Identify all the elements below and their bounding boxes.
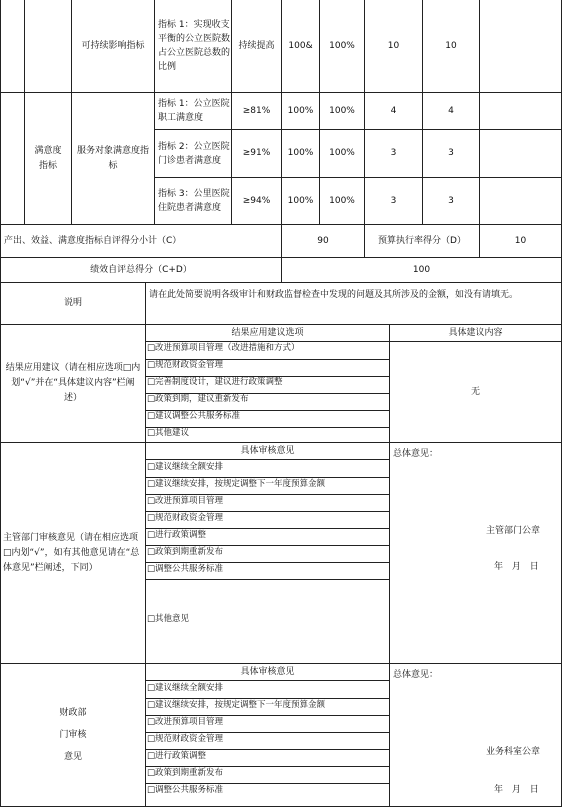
cell-value-c-4: 3 xyxy=(364,177,423,225)
result-use-content[interactable]: 无 xyxy=(389,341,562,443)
cell-remark-1 xyxy=(479,0,562,93)
cell-indicator-3: 指标 2：公立医院门诊患者满意度 xyxy=(154,129,232,178)
supervisor-overall[interactable] xyxy=(389,442,562,664)
cell-value-c-1: 10 xyxy=(364,0,423,93)
cell-remark-2 xyxy=(479,92,562,130)
cell-indicator-2: 指标 1：公立医院职工满意度 xyxy=(154,92,232,130)
result-use-options-header: 结果应用建议选项 xyxy=(145,324,390,342)
cell-target-2: ≥81% xyxy=(231,92,282,130)
cell-value-a-1: 100& xyxy=(281,0,320,93)
cell-target-3: ≥91% xyxy=(231,129,282,178)
fin-option-improve[interactable]: □改进预算项目管理 xyxy=(147,717,224,727)
cell-value-b-2: 100% xyxy=(319,92,365,130)
cell-indicator-1: 指标 1：实现收支平衡的公立医院数占公立医院总数的比例 xyxy=(154,0,232,93)
fin-option-policy[interactable]: □进行政策调整 xyxy=(147,751,207,761)
cell-value-b-1: 100% xyxy=(319,0,365,93)
option-adjust-standard[interactable]: □建议调整公共服务标准 xyxy=(147,411,241,421)
explanation-label: 说明 xyxy=(0,282,146,325)
subtotal-label: 产出、效益、满意度指标自评得分小计（C） xyxy=(0,224,282,258)
cell-level3-service: 服务对象满意度指标 xyxy=(71,92,155,225)
finance-label: 财政部门审核意见 xyxy=(0,663,146,807)
cell-value-d-2: 4 xyxy=(422,92,480,130)
budget-exec-value: 10 xyxy=(479,224,562,258)
fin-option-regulate[interactable]: □规范财政资金管理 xyxy=(147,734,224,744)
supervisor-label: 主管部门审核意见（请在相应选项□内划“√”，如有其他意见请在“总体意见”栏阐述，下同） xyxy=(0,442,146,664)
finance-header: 具体审核意见 xyxy=(145,663,390,681)
option-improve-budget[interactable]: □改进预算项目管理（改进措施和方式） xyxy=(147,343,300,353)
sup-option-regulate[interactable]: □规范财政资金管理 xyxy=(147,513,224,523)
supervisor-overall-label: 总体意见： xyxy=(393,449,439,459)
cell-level3-sustain: 可持续影响指标 xyxy=(71,0,155,93)
explanation-text: 请在此处简要说明各级审计和财政监督检查中发现的问题及其所涉及的金额，如没有请填无。 xyxy=(145,282,562,325)
sup-option-full[interactable]: □建议继续全额安排 xyxy=(147,462,224,472)
finance-overall-label: 总体意见： xyxy=(393,670,439,680)
cell-level2-blank xyxy=(24,0,72,93)
fin-option-renew[interactable]: □政策到期重新发布 xyxy=(147,768,224,778)
sup-option-other[interactable]: □其他意见 xyxy=(147,614,190,624)
fin-option-full[interactable]: □建议继续全额安排 xyxy=(147,683,224,693)
cell-value-a-3: 100% xyxy=(281,129,320,178)
cell-value-d-3: 3 xyxy=(422,129,480,178)
result-use-label: 结果应用建议（请在相应选项□内划“√”并在“具体建议内容”栏阐述） xyxy=(0,324,146,443)
option-other[interactable]: □其他建议 xyxy=(147,428,190,438)
sup-option-standard[interactable]: □调整公共服务标准 xyxy=(147,564,224,574)
cell-level1-blank-2 xyxy=(0,92,25,225)
subtotal-value: 90 xyxy=(281,224,365,258)
cell-target-4: ≥94% xyxy=(231,177,282,225)
option-regulate-funds[interactable]: □规范财政资金管理 xyxy=(147,360,224,370)
total-value: 100 xyxy=(281,257,562,283)
option-improve-system[interactable]: □完善制度设计，建议进行政策调整 xyxy=(147,377,283,387)
sup-option-policy[interactable]: □进行政策调整 xyxy=(147,530,207,540)
cell-remark-4 xyxy=(479,177,562,225)
cell-level2-satisfaction: 满意度指标 xyxy=(24,92,72,225)
cell-target-1: 持续提高 xyxy=(231,0,282,93)
budget-exec-label: 预算执行率得分（D） xyxy=(364,224,480,258)
cell-value-a-2: 100% xyxy=(281,92,320,130)
supervisor-date: 年 月 日 xyxy=(494,562,539,572)
cell-value-a-4: 100% xyxy=(281,177,320,225)
finance-date: 年 月 日 xyxy=(494,785,539,795)
cell-value-d-4: 3 xyxy=(422,177,480,225)
cell-value-c-3: 3 xyxy=(364,129,423,178)
cell-indicator-4: 指标 3：公里医院住院患者满意度 xyxy=(154,177,232,225)
sup-option-adjust[interactable]: □建议继续安排，按规定调整下一年度预算金额 xyxy=(147,479,326,489)
cell-value-d-1: 10 xyxy=(422,0,480,93)
total-label: 绩效自评总得分（C+D） xyxy=(0,257,282,283)
finance-options xyxy=(145,680,390,807)
cell-level1-blank xyxy=(0,0,25,93)
sup-option-renew[interactable]: □政策到期重新发布 xyxy=(147,547,224,557)
finance-overall[interactable] xyxy=(389,663,562,807)
cell-value-b-3: 100% xyxy=(319,129,365,178)
sup-option-improve[interactable]: □改进预算项目管理 xyxy=(147,496,224,506)
fin-option-adjust[interactable]: □建议继续安排，按规定调整下一年度预算金额 xyxy=(147,700,326,710)
cell-value-c-2: 4 xyxy=(364,92,423,130)
option-policy-renew[interactable]: □政策到期，建议重新发布 xyxy=(147,394,249,404)
cell-value-b-4: 100% xyxy=(319,177,365,225)
finance-stamp: 业务科室公章 xyxy=(486,747,541,757)
supervisor-stamp: 主管部门公章 xyxy=(486,526,541,536)
result-use-content-header: 具体建议内容 xyxy=(389,324,562,342)
fin-option-standard[interactable]: □调整公共服务标准 xyxy=(147,785,224,795)
supervisor-header: 具体审核意见 xyxy=(145,442,390,460)
cell-remark-3 xyxy=(479,129,562,178)
